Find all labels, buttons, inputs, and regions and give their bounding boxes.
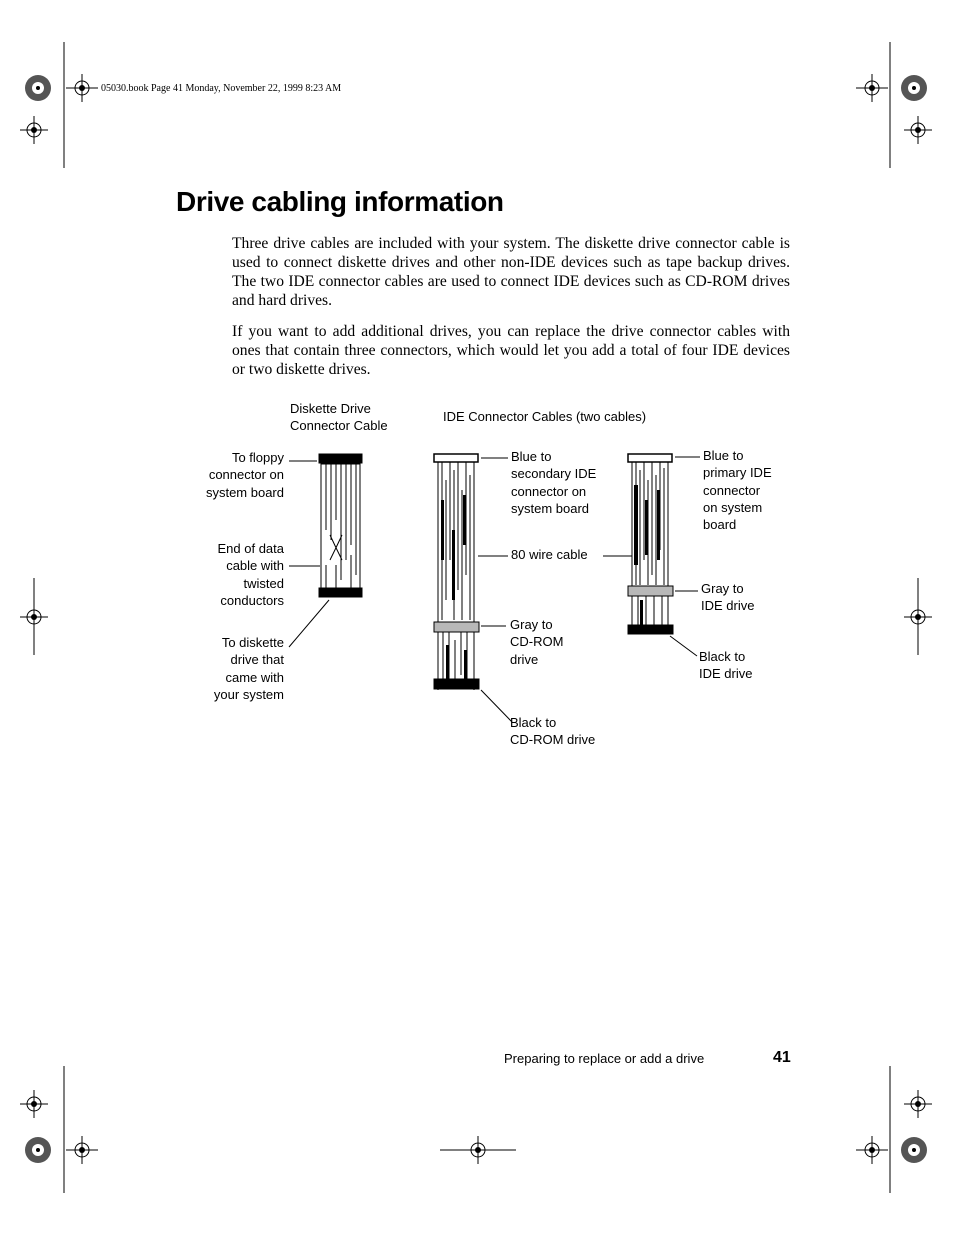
wire-80-label: 80 wire cable (511, 547, 588, 562)
page-title: Drive cabling information (176, 186, 504, 217)
ide-cables-heading: IDE Connector Cables (two cables) (443, 409, 647, 424)
ide-cable-cdrom-drawing (434, 454, 479, 690)
ide-cable-harddrive-drawing (628, 454, 673, 634)
blue-secondary-label: Blue to secondary IDE connector on system board (511, 449, 597, 516)
black-cdrom-label: Black to CD-ROM drive (510, 715, 596, 748)
intro-paragraph: Three drive cables are included with your system. The diskette drive connector cable is used to connect diskette drives and other non-IDE devices such as tape backup drives. The two IDE connector cables are used to connect IDE devices such as CD-ROM drives and hard drives. (232, 235, 790, 309)
gray-ide-label: Gray to IDE drive (701, 581, 755, 614)
to-diskette-label: To diskette drive that came with your system (213, 635, 284, 702)
additional-drives-paragraph: If you want to add additional drives, you can replace the drive connector cables with ones that contain three connectors, which would let you add a total of four IDE devices or two diskette drives. (232, 323, 790, 378)
footer-section-title: Preparing to replace or add a drive (504, 1051, 705, 1066)
print-header: 05030.book Page 41 Monday, November 22, 1999 8:23 AM (101, 83, 342, 94)
diskette-cable-drawing (319, 454, 362, 597)
gray-cdrom-label: Gray to CD-ROM drive (510, 617, 564, 667)
diskette-cable-heading: Diskette Drive Connector Cable (290, 401, 388, 434)
to-floppy-label: To floppy connector on system board (205, 450, 284, 500)
black-ide-label: Black to IDE drive (699, 649, 753, 682)
end-of-cable-label: End of data cable with twisted conductors (217, 541, 284, 608)
blue-primary-label: Blue to primary IDE connector on system board (703, 448, 772, 533)
page-number: 41 (773, 1049, 791, 1066)
